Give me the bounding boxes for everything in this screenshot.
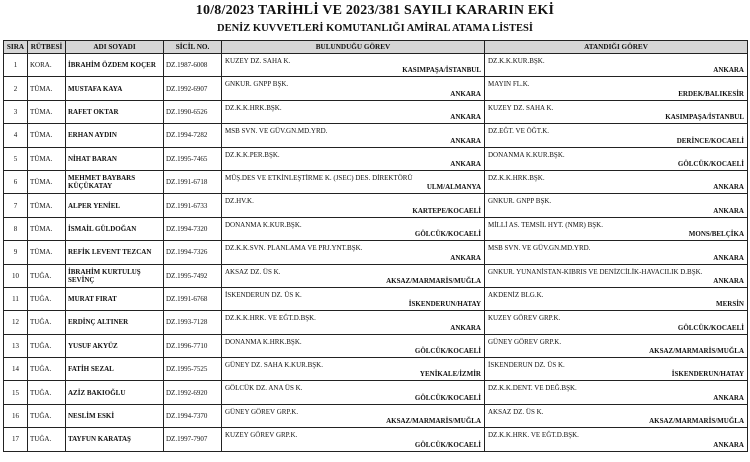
current-unit: DZ.K.K.HRK.BŞK. — [225, 103, 282, 112]
header-adi-soyadi: ADI SOYADI — [66, 41, 164, 54]
cell-rutbe: TUĞA. — [28, 287, 66, 310]
document-title: 10/8/2023 TARİHLİ VE 2023/381 SAYILI KARARIN EKİ — [195, 3, 555, 18]
cell-bulundugu-gorev — [222, 217, 485, 240]
cell-sira: 15 — [4, 381, 28, 404]
assigned-location: KASIMPAŞA/İSTANBUL — [665, 113, 744, 122]
current-location: GÖLCÜK/KOCAELİ — [414, 440, 481, 449]
cell-bulundugu-gorev — [222, 311, 485, 334]
table-row — [4, 428, 748, 451]
assigned-unit: İSKENDERUN DZ. ÜS K. — [488, 361, 565, 370]
cell-bulundugu-gorev — [222, 77, 485, 100]
assigned-unit: DZ.K.K.HRK. VE EĞT.D.BŞK. — [488, 431, 579, 440]
assigned-location: ANKARA — [713, 206, 744, 215]
cell-sira: 10 — [4, 264, 28, 287]
header-atandigi-gorev: ATANDIĞI GÖREV — [485, 41, 748, 54]
cell-adi-soyadi: ERDİNÇ ALTINER — [66, 311, 164, 334]
current-unit: GÖLCÜK DZ. ANA ÜS K. — [225, 384, 303, 393]
current-unit: DZ.K.K.PER.BŞK. — [225, 150, 280, 159]
header-bulundugu-gorev: BULUNDUĞU GÖREV — [222, 41, 485, 54]
cell-adi-soyadi: ALPER YENİEL — [66, 194, 164, 217]
table-row — [4, 124, 748, 147]
cell-atandigi-gorev — [485, 334, 748, 357]
current-unit: MSB SVN. VE GÜV.GN.MD.YRD. — [225, 127, 328, 136]
assigned-location: ANKARA — [713, 440, 744, 449]
cell-atandigi-gorev — [485, 287, 748, 310]
current-unit: GNKUR. GNPP BŞK. — [225, 80, 289, 89]
table-row — [4, 217, 748, 240]
cell-adi-soyadi: MEHMET BAYBARS KÜÇÜKATAY — [66, 170, 164, 193]
assigned-location: ERDEK/BALIKESİR — [678, 89, 744, 98]
cell-sicil-no: DZ.1991-6718 — [164, 170, 222, 193]
cell-bulundugu-gorev — [222, 334, 485, 357]
current-location: GÖLCÜK/KOCAELİ — [414, 393, 481, 402]
current-location: ANKARA — [450, 136, 481, 145]
current-location: ANKARA — [450, 159, 481, 168]
current-unit: KUZEY GÖREV GRP.K. — [225, 431, 298, 440]
cell-rutbe: TÜMA. — [28, 194, 66, 217]
cell-rutbe: TÜMA. — [28, 124, 66, 147]
assigned-unit: MİLLİ AS. TEMSİL HYT. (NMR) BŞK. — [488, 220, 603, 229]
assigned-location: GÖLCÜK/KOCAELİ — [677, 323, 744, 332]
current-unit: AKSAZ DZ. ÜS K. — [225, 267, 281, 276]
table-row — [4, 287, 748, 310]
cell-sira: 7 — [4, 194, 28, 217]
cell-sicil-no: DZ.1995-7525 — [164, 358, 222, 381]
assigned-unit: DZ.K.K.KUR.BŞK. — [488, 57, 545, 65]
assigned-location: GÖLCÜK/KOCAELİ — [677, 159, 744, 168]
cell-sicil-no: DZ.1993-7128 — [164, 311, 222, 334]
cell-sira: 13 — [4, 334, 28, 357]
cell-sicil-no: DZ.1995-7492 — [164, 264, 222, 287]
cell-rutbe: TÜMA. — [28, 170, 66, 193]
cell-bulundugu-gorev — [222, 264, 485, 287]
cell-sicil-no: DZ.1992-6920 — [164, 381, 222, 404]
cell-adi-soyadi: ERHAN AYDIN — [66, 124, 164, 147]
current-location: ANKARA — [450, 253, 481, 262]
cell-sicil-no: DZ.1996-7710 — [164, 334, 222, 357]
table-row — [4, 264, 748, 287]
cell-sira: 9 — [4, 241, 28, 264]
header-rutbe: RÜTBESİ — [28, 41, 66, 54]
table-header-row — [4, 41, 748, 54]
cell-adi-soyadi: MUSTAFA KAYA — [66, 77, 164, 100]
cell-rutbe: TUĞA. — [28, 334, 66, 357]
cell-bulundugu-gorev — [222, 147, 485, 170]
cell-rutbe: TUĞA. — [28, 358, 66, 381]
assigned-unit: KUZEY DZ. SAHA K. — [488, 103, 554, 112]
cell-adi-soyadi: RAFET OKTAR — [66, 100, 164, 123]
table-body — [4, 54, 748, 452]
assigned-unit: DZ.K.K.HRK.BŞK. — [488, 173, 545, 182]
cell-rutbe: TÜMA. — [28, 77, 66, 100]
cell-sicil-no: DZ.1992-6907 — [164, 77, 222, 100]
cell-atandigi-gorev — [485, 194, 748, 217]
cell-atandigi-gorev — [485, 54, 748, 77]
cell-sicil-no: DZ.1994-7370 — [164, 404, 222, 427]
cell-atandigi-gorev — [485, 381, 748, 404]
cell-atandigi-gorev — [485, 241, 748, 264]
cell-bulundugu-gorev — [222, 100, 485, 123]
cell-bulundugu-gorev — [222, 54, 485, 77]
cell-adi-soyadi: YUSUF AKYÜZ — [66, 334, 164, 357]
table-row — [4, 100, 748, 123]
table-row — [4, 147, 748, 170]
current-location: KARTEPE/KOCAELİ — [412, 206, 481, 215]
current-location: ANKARA — [450, 113, 481, 122]
cell-sira: 2 — [4, 77, 28, 100]
current-unit: DONANMA K.KUR.BŞK. — [225, 220, 302, 229]
cell-rutbe: TÜMA. — [28, 147, 66, 170]
cell-adi-soyadi: TAYFUN KARATAŞ — [66, 428, 164, 451]
cell-sicil-no: DZ.1987-6008 — [164, 54, 222, 77]
current-unit: DZ.K.K.HRK. VE EĞT.D.BŞK. — [225, 314, 316, 323]
cell-sira: 5 — [4, 147, 28, 170]
cell-atandigi-gorev — [485, 428, 748, 451]
header-sira: SIRA — [4, 41, 28, 54]
assigned-location: İSKENDERUN/HATAY — [671, 370, 744, 379]
cell-bulundugu-gorev — [222, 404, 485, 427]
cell-rutbe: TÜMA. — [28, 217, 66, 240]
table-row — [4, 241, 748, 264]
cell-adi-soyadi: AZİZ BAKIOĞLU — [66, 381, 164, 404]
assigned-unit: DZ.K.K.DENT. VE DEĞ.BŞK. — [488, 384, 577, 393]
cell-atandigi-gorev — [485, 124, 748, 147]
current-location: İSKENDERUN/HATAY — [408, 300, 481, 309]
assigned-location: AKSAZ/MARMARİS/MUĞLA — [649, 347, 744, 356]
current-location: AKSAZ/MARMARİS/MUĞLA — [386, 417, 481, 426]
table-row — [4, 381, 748, 404]
cell-rutbe: KORA. — [28, 54, 66, 77]
cell-rutbe: TUĞA. — [28, 264, 66, 287]
cell-bulundugu-gorev — [222, 381, 485, 404]
cell-adi-soyadi: NİHAT BARAN — [66, 147, 164, 170]
cell-sira: 17 — [4, 428, 28, 451]
assigned-location: MONS/BELÇİKA — [688, 230, 744, 239]
assigned-unit: MAYIN FL.K. — [488, 80, 530, 89]
cell-rutbe: TUĞA. — [28, 381, 66, 404]
current-unit: DZ.HV.K. — [225, 197, 254, 206]
cell-sira: 3 — [4, 100, 28, 123]
assigned-location: ANKARA — [713, 66, 744, 75]
cell-bulundugu-gorev — [222, 241, 485, 264]
cell-sicil-no: DZ.1991-6768 — [164, 287, 222, 310]
cell-rutbe: TUĞA. — [28, 404, 66, 427]
cell-atandigi-gorev — [485, 264, 748, 287]
assigned-location: ANKARA — [713, 276, 744, 285]
assigned-unit: DZ.EĞT. VE ÖĞT.K. — [488, 127, 550, 136]
cell-bulundugu-gorev — [222, 287, 485, 310]
current-location: ANKARA — [450, 323, 481, 332]
assigned-unit: MSB SVN. VE GÜV.GN.MD.YRD. — [488, 244, 591, 253]
assigned-unit: KUZEY GÖREV GRP.K. — [488, 314, 561, 323]
assigned-location: ANKARA — [713, 393, 744, 402]
assigned-unit: AKDENİZ BLG.K. — [488, 290, 544, 299]
cell-sira: 4 — [4, 124, 28, 147]
cell-adi-soyadi: FATİH SEZAL — [66, 358, 164, 381]
cell-sicil-no: DZ.1995-7465 — [164, 147, 222, 170]
current-unit: İSKENDERUN DZ. ÜS K. — [225, 290, 302, 299]
cell-sicil-no: DZ.1994-7320 — [164, 217, 222, 240]
assigned-location: AKSAZ/MARMARİS/MUĞLA — [649, 417, 744, 426]
current-location: GÖLCÜK/KOCAELİ — [414, 347, 481, 356]
cell-rutbe: TÜMA. — [28, 241, 66, 264]
table-row — [4, 311, 748, 334]
assigned-location: MERSİN — [715, 300, 744, 309]
cell-atandigi-gorev — [485, 404, 748, 427]
cell-adi-soyadi: MURAT FIRAT — [66, 287, 164, 310]
table-row — [4, 404, 748, 427]
cell-adi-soyadi: İSMAİL GÜLDOĞAN — [66, 217, 164, 240]
cell-sira: 12 — [4, 311, 28, 334]
cell-atandigi-gorev — [485, 170, 748, 193]
assigned-unit: DONANMA K.KUR.BŞK. — [488, 150, 565, 159]
current-unit: DZ.K.K.SVN. PLANLAMA VE PRJ.YNT.BŞK. — [225, 244, 363, 253]
cell-adi-soyadi: İBRAHİM ÖZDEM KOÇER — [66, 54, 164, 77]
current-location: GÖLCÜK/KOCAELİ — [414, 230, 481, 239]
current-location: YENİKALE/İZMİR — [419, 370, 481, 379]
assigned-unit: GÜNEY GÖREV GRP.K. — [488, 337, 562, 346]
current-unit: KUZEY DZ. SAHA K. — [225, 57, 291, 65]
cell-atandigi-gorev — [485, 358, 748, 381]
cell-sicil-no: DZ.1997-7907 — [164, 428, 222, 451]
cell-atandigi-gorev — [485, 217, 748, 240]
current-unit: DONANMA K.HRK.BŞK. — [225, 337, 302, 346]
cell-adi-soyadi: NESLİM ESKİ — [66, 404, 164, 427]
current-unit: GÜNEY GÖREV GRP.K. — [225, 407, 299, 416]
cell-sicil-no: DZ.1990-6526 — [164, 100, 222, 123]
assigned-location: ANKARA — [713, 183, 744, 192]
assigned-unit: AKSAZ DZ. ÜS K. — [488, 407, 544, 416]
current-location: ANKARA — [450, 89, 481, 98]
current-location: KASIMPAŞA/İSTANBUL — [402, 66, 481, 75]
assigned-unit: GNKUR. GNPP BŞK. — [488, 197, 552, 206]
current-unit: GÜNEY DZ. SAHA K.KUR.BŞK. — [225, 361, 323, 370]
cell-sira: 6 — [4, 170, 28, 193]
header-sicil-no: SİCİL NO. — [164, 41, 222, 54]
cell-adi-soyadi: REFİK LEVENT TEZCAN — [66, 241, 164, 264]
cell-sira: 14 — [4, 358, 28, 381]
table-row — [4, 334, 748, 357]
cell-bulundugu-gorev — [222, 194, 485, 217]
cell-sira: 8 — [4, 217, 28, 240]
cell-atandigi-gorev — [485, 100, 748, 123]
current-location: AKSAZ/MARMARİS/MUĞLA — [386, 276, 481, 285]
table-row — [4, 54, 748, 77]
cell-rutbe: TUĞA. — [28, 428, 66, 451]
current-unit: MÜŞ.DES VE ETKİNLEŞTİRME K. (JSEC) DES. DİREKTÖRÜ — [225, 173, 413, 182]
document-subtitle: DENİZ KUVVETLERİ KOMUTANLIĞI AMİRAL ATAMA LİSTESİ — [217, 23, 533, 34]
assigned-location: ANKARA — [713, 253, 744, 262]
cell-bulundugu-gorev — [222, 124, 485, 147]
cell-sicil-no: DZ.1994-7326 — [164, 241, 222, 264]
cell-atandigi-gorev — [485, 147, 748, 170]
cell-bulundugu-gorev — [222, 428, 485, 451]
table-row — [4, 194, 748, 217]
cell-sira: 1 — [4, 54, 28, 77]
table-row — [4, 170, 748, 193]
cell-sira: 16 — [4, 404, 28, 427]
table-row — [4, 77, 748, 100]
cell-bulundugu-gorev — [222, 358, 485, 381]
cell-sicil-no: DZ.1991-6733 — [164, 194, 222, 217]
cell-rutbe: TÜMA. — [28, 100, 66, 123]
current-location: ULM/ALMANYA — [426, 183, 481, 192]
assigned-location: DERİNCE/KOCAELİ — [676, 136, 744, 145]
assigned-unit: GNKUR. YUNANİSTAN-KIBRIS VE DENİZCİLİK-HAVACILIK D.BŞK. — [488, 267, 703, 276]
cell-atandigi-gorev — [485, 77, 748, 100]
cell-adi-soyadi: İBRAHİM KURTULUŞ SEVİNÇ — [66, 264, 164, 287]
cell-rutbe: TUĞA. — [28, 311, 66, 334]
cell-bulundugu-gorev — [222, 170, 485, 193]
table-row — [4, 358, 748, 381]
appointment-table — [3, 40, 748, 452]
cell-sira: 11 — [4, 287, 28, 310]
cell-atandigi-gorev — [485, 311, 748, 334]
cell-sicil-no: DZ.1994-7282 — [164, 124, 222, 147]
